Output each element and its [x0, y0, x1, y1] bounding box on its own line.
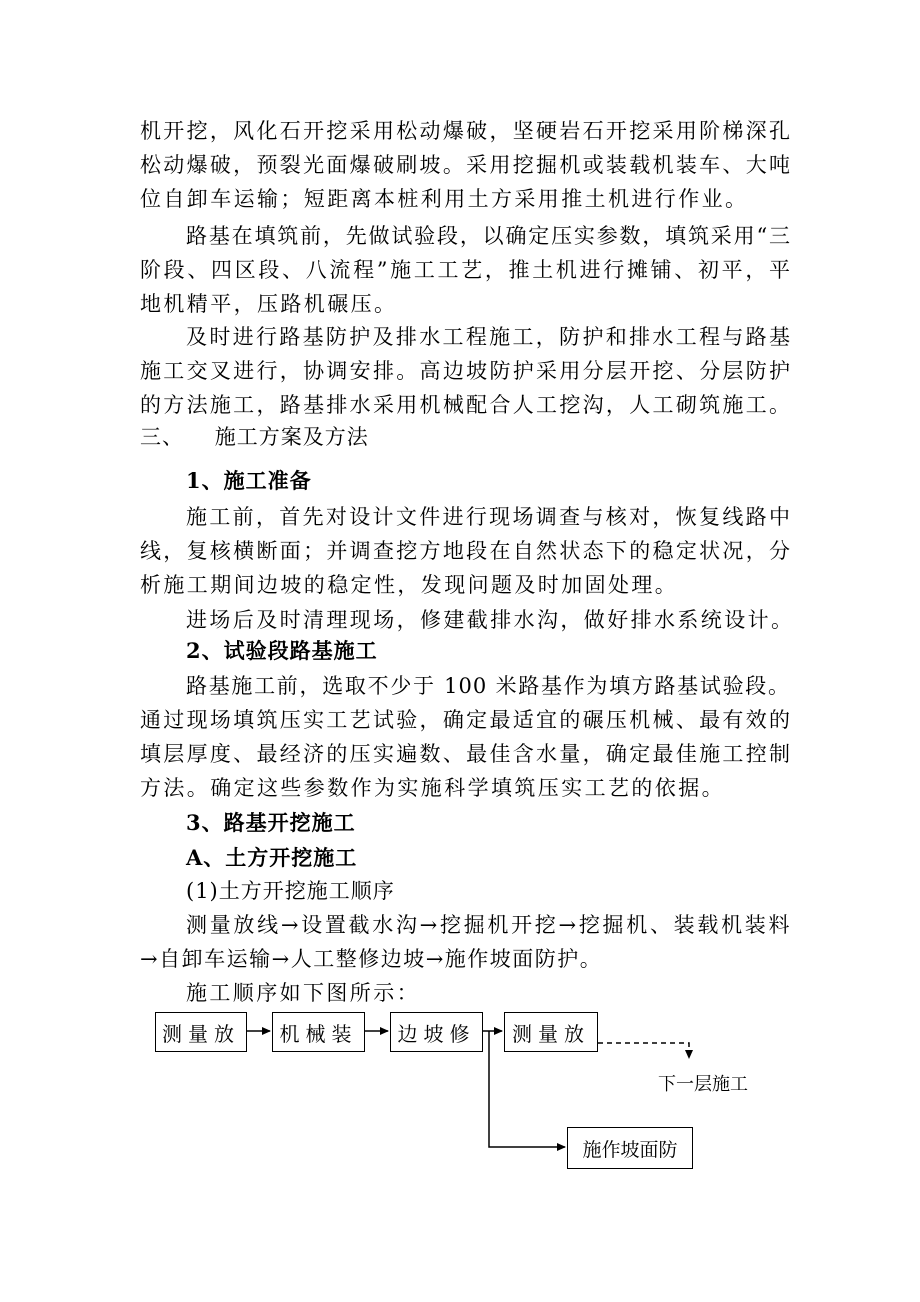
paragraph-line: 位自卸车运输；短距离本桩利用土方采用推土机进行作业。	[140, 187, 749, 211]
paragraph-line: 及时进行路基防护及排水工程施工，防护和排水工程与路基	[186, 325, 790, 349]
section-heading: 三、 施工方案及方法	[140, 425, 369, 449]
flow-box-survey-2: 测量放	[504, 1012, 598, 1052]
flow-box-slope-trimming: 边坡修	[390, 1012, 483, 1052]
paragraph-line: 路基在填筑前，先做试验段，以确定压实参数，填筑采用“三	[186, 224, 790, 248]
paragraph-line: →自卸车运输→人工整修边坡→施作坡面防护。	[140, 947, 603, 971]
subsection-heading: A、土方开挖施工	[186, 845, 358, 870]
paragraph-line: 测量放线→设置截水沟→挖掘机开挖→挖掘机、装载机装料	[186, 913, 790, 937]
flow-box-mechanical-loading: 机械装	[272, 1012, 365, 1052]
paragraph-line: 方法。确定这些参数作为实施科学填筑压实工艺的依据。	[140, 776, 725, 800]
flow-box-slope-protection: 施作坡面防	[567, 1127, 693, 1169]
paragraph-line: 地机精平，压路机碾压。	[140, 292, 398, 316]
paragraph-line: 线，复核横断面；并调查挖方地段在自然状态下的稳定状况，分	[140, 539, 790, 563]
sub-heading: (1)土方开挖施工顺序	[186, 879, 395, 903]
paragraph-line: 析施工期间边坡的稳定性，发现问题及时加固处理。	[140, 573, 679, 597]
next-layer-label: 下一层施工	[658, 1074, 748, 1095]
paragraph-line: 的方法施工，路基排水采用机械配合人工挖沟，人工砌筑施工。	[140, 393, 790, 417]
subsection-heading: 1、施工准备	[186, 468, 312, 493]
paragraph-line: 施工交叉进行，协调安排。高边坡防护采用分层开挖、分层防护	[140, 359, 790, 383]
paragraph-line: 施工顺序如下图所示：	[186, 981, 420, 1005]
paragraph-line: 进场后及时清理现场，修建截排水沟，做好排水系统设计。	[186, 608, 795, 632]
subsection-heading: 2、试验段路基施工	[186, 638, 378, 663]
paragraph-line: 阶段、四区段、八流程”施工工艺，推土机进行摊铺、初平，平	[140, 258, 790, 282]
paragraph-line: 施工前，首先对设计文件进行现场调查与核对，恢复线路中	[186, 505, 790, 529]
paragraph-line: 填层厚度、最经济的压实遍数、最佳含水量，确定最佳施工控制	[140, 742, 790, 766]
paragraph-line: 通过现场填筑压实工艺试验，确定最适宜的碾压机械、最有效的	[140, 708, 790, 732]
subsection-heading: 3、路基开挖施工	[186, 810, 356, 835]
paragraph-line: 松动爆破，预裂光面爆破刷坡。采用挖掘机或装载机装车、大吨	[140, 153, 790, 177]
paragraph-line: 路基施工前，选取不少于 100 米路基作为填方路基试验段。	[186, 674, 790, 698]
flow-box-survey: 测量放	[155, 1012, 247, 1052]
paragraph-line: 机开挖，风化石开挖采用松动爆破，坚硬岩石开挖采用阶梯深孔	[140, 119, 790, 143]
